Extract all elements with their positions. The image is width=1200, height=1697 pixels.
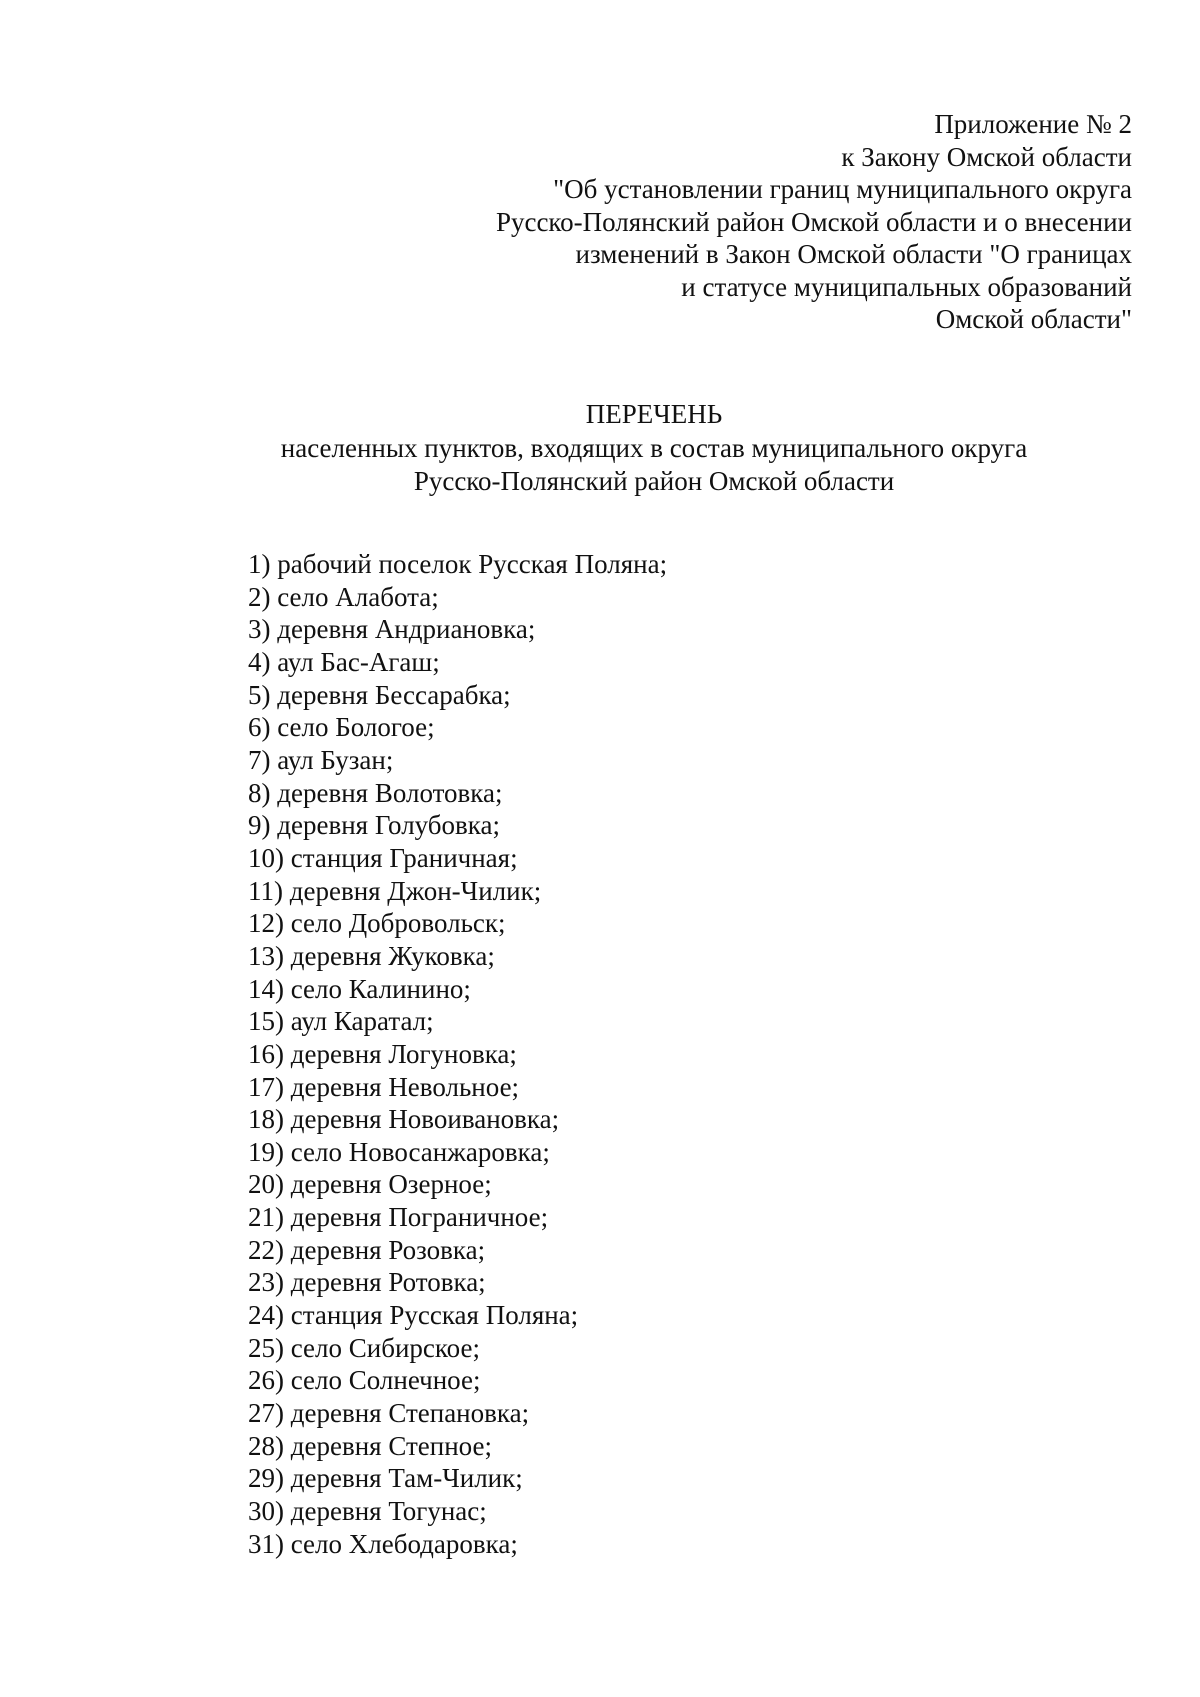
list-item: 5) деревня Бессарабка;	[248, 679, 511, 710]
appendix-line: Русско-Полянский район Омской области и о внесении	[495, 206, 1132, 237]
list-item: 11) деревня Джон-Чилик;	[248, 875, 542, 906]
list-item: 10) станция Граничная;	[248, 842, 518, 873]
list-item: 4) аул Бас-Агаш;	[248, 646, 440, 677]
subtitle-line: населенных пунктов, входящих в состав муниципального округа	[280, 433, 1028, 463]
list-item: 6) село Бологое;	[248, 712, 435, 743]
list-item: 23) деревня Ротовка;	[248, 1267, 486, 1298]
appendix-line: Приложение № 2	[934, 109, 1132, 139]
appendix-line: "Об установлении границ муниципального округа	[553, 174, 1132, 204]
appendix-line: к Закону Омской области	[841, 141, 1132, 172]
list-item: 29) деревня Там-Чилик;	[248, 1463, 523, 1494]
list-item: 21) деревня Пограничное;	[248, 1202, 549, 1233]
list-item: 2) село Алабота;	[248, 581, 439, 612]
list-item: 24) станция Русская Поляна;	[248, 1300, 579, 1331]
document-title: ПЕРЕЧЕНЬ	[585, 399, 723, 429]
appendix-header	[412, 108, 1132, 336]
list-item: 15) аул Каратал;	[248, 1006, 434, 1037]
settlement-list	[248, 548, 667, 1560]
list-item: 22) деревня Розовка;	[248, 1234, 486, 1265]
list-item: 8) деревня Волотовка;	[248, 777, 503, 808]
list-item: 17) деревня Невольное;	[248, 1071, 520, 1102]
list-item: 14) село Калинино;	[248, 973, 471, 1004]
list-item: 7) аул Бузан;	[248, 744, 394, 775]
appendix-line: изменений в Закон Омской области "О границах	[575, 239, 1132, 269]
list-item: 27) деревня Степановка;	[248, 1398, 530, 1429]
list-item: 9) деревня Голубовка;	[248, 810, 500, 841]
list-item: 28) деревня Степное;	[248, 1430, 492, 1461]
list-item: 1) рабочий поселок Русская Поляна;	[248, 549, 668, 579]
list-item: 31) село Хлебодаровка;	[248, 1528, 518, 1559]
appendix-line: и статусе муниципальных образований	[681, 271, 1132, 302]
list-item: 13) деревня Жуковка;	[248, 940, 495, 971]
list-item: 30) деревня Тогунас;	[248, 1496, 487, 1527]
list-item: 20) деревня Озерное;	[248, 1169, 492, 1200]
appendix-line: Омской области"	[935, 304, 1132, 334]
list-item: 25) село Сибирское;	[248, 1332, 480, 1363]
subtitle-line: Русско-Полянский район Омской области	[413, 466, 895, 496]
list-item: 18) деревня Новоивановка;	[248, 1104, 560, 1135]
list-item: 19) село Новосанжаровка;	[248, 1136, 550, 1167]
list-item: 26) село Солнечное;	[248, 1365, 481, 1396]
list-item: 16) деревня Логуновка;	[248, 1038, 517, 1069]
list-item: 3) деревня Андриановка;	[248, 614, 536, 645]
list-item: 12) село Добровольск;	[248, 908, 506, 939]
document-subtitle	[0, 432, 1200, 498]
